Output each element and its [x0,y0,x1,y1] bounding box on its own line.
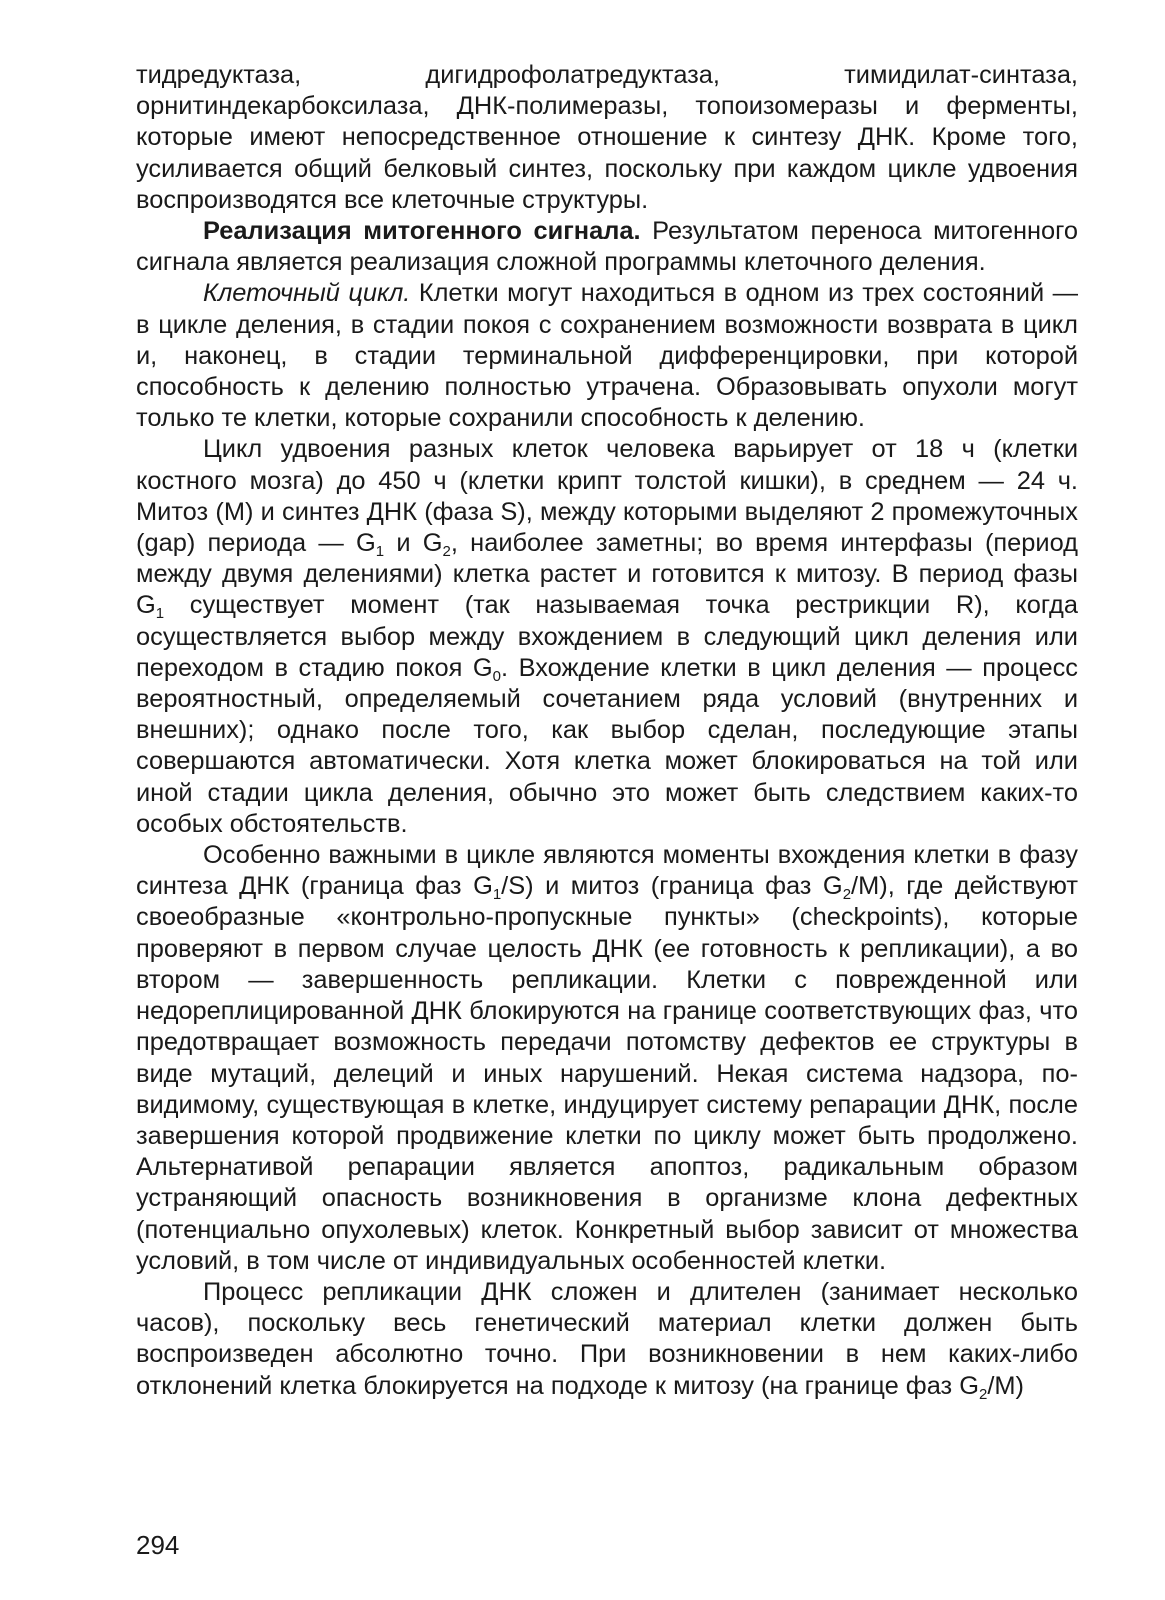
paragraph-6 [136,1277,1078,1402]
paragraph-4 [136,434,1078,840]
paragraph-3 [136,278,1078,434]
text-run: /M) [987,1371,1024,1400]
text-run: существует момент (так называемая точка рестрикции R), когда осуществляется выбор между вхождением в следующий цикл деления или переходом в стадию покоя G [136,591,1078,682]
paragraph-lead: Реализация митогенного сигнала. [203,217,641,246]
text-run: и G [384,529,443,558]
paragraph-lead: Клеточный цикл. [203,279,411,308]
subscript: 1 [492,886,502,904]
subscript: 2 [978,1385,988,1403]
text-run: Результатом переноса митогенного сигнала является реализация сложной программы клеточного деления. [136,217,1079,277]
subscript: 0 [492,667,502,685]
text-run: /S) и митоз (граница фаз G [501,872,843,901]
text-run: Процесс репликации ДНК сложен и длителен (занимает несколько часов), поскольку весь генетический материал клетки должен быть воспроизведен абсолютно точно. При возникновении в нем каких-либо отклонений клетка блокируется на подходе к митозу (на границе фаз G [136,1277,1078,1400]
subscript: 1 [375,543,385,561]
text-run: , наиболее заметны; во время интерфазы (период между двумя делениями) клетка растет и готовится к митозу. В период фазы G [136,529,1078,620]
subscript: 2 [442,543,451,561]
paragraph-2 [136,216,1078,278]
text-run: Особенно важными в цикле являются моменты вхождения клетки в фазу синтеза ДНК (граница фаз G [136,841,1078,901]
subscript: 1 [155,605,165,623]
text-run: . Вхождение клетки в цикл деления — процесс вероятностный, определяемый сочетанием ряда условий (внутренних и внешних); однако после того, как выбор сделан, последующие этапы совершаются автоматически. Хотя клетка может блокироваться на той или иной стадии цикла деления, обычно это может быть следствием каких-то особых обстоятельств. [136,653,1078,838]
page-number: 294 [136,1530,180,1560]
paragraph-1 [136,60,1078,216]
page-text [136,60,1078,1402]
text-run: /M), где действуют своеобразные «контрольно-пропускные пункты» (checkpoints), которые проверяют в первом случае целость ДНК (ее готовность к репликации), а во втором — завершенность репликации. Клетки с поврежденной или недореплицированной ДНК блокируются на границе соответствующих фаз, что предотвращает возможность передачи потомству дефектов ее структуры в виде мутаций, делеций и иных нарушений. Некая система надзора, по-видимому, существующая в клетке, индуцирует систему репарации ДНК, после завершения которой продвижение клетки по циклу может быть продолжено. Альтернативой репарации является апоптоз, радикальным образом устраняющий опасность возникновения в организме клона дефектных (потенциально опухолевых) клеток. Конкретный выбор зависит от множества условий, в том числе от индивидуальных особенностей клетки. [136,872,1078,1275]
subscript: 2 [842,886,852,904]
text-run: тидредуктаза, дигидрофолатредуктаза, тимидилат-синтаза, орнитиндекарбоксилаза, ДНК-полимеразы, топоизомеразы и ферменты, которые имеют непосредственное отношение к синтезу ДНК. Кроме того, усиливается общий белковый синтез, поскольку при каждом цикле удвоения воспроизводятся все клеточные структуры. [136,61,1078,214]
text-run: Цикл удвоения разных клеток человека варьирует от 18 ч (клетки костного мозга) до 450 ч (клетки крипт толстой кишки), в среднем — 24 ч. Митоз (М) и синтез ДНК (фаза S), между которыми выделяют 2 промежуточных (gap) периода — G [136,435,1078,558]
text-run: Клетки могут находиться в одном из трех состояний — в цикле деления, в стадии покоя с сохранением возможности возврата в цикл и, наконец, в стадии терминальной дифференцировки, при которой способность к делению полностью утрачена. Образовывать опухоли могут только те клетки, которые сохранили способность к делению. [136,279,1078,433]
paragraph-5 [136,840,1078,1277]
